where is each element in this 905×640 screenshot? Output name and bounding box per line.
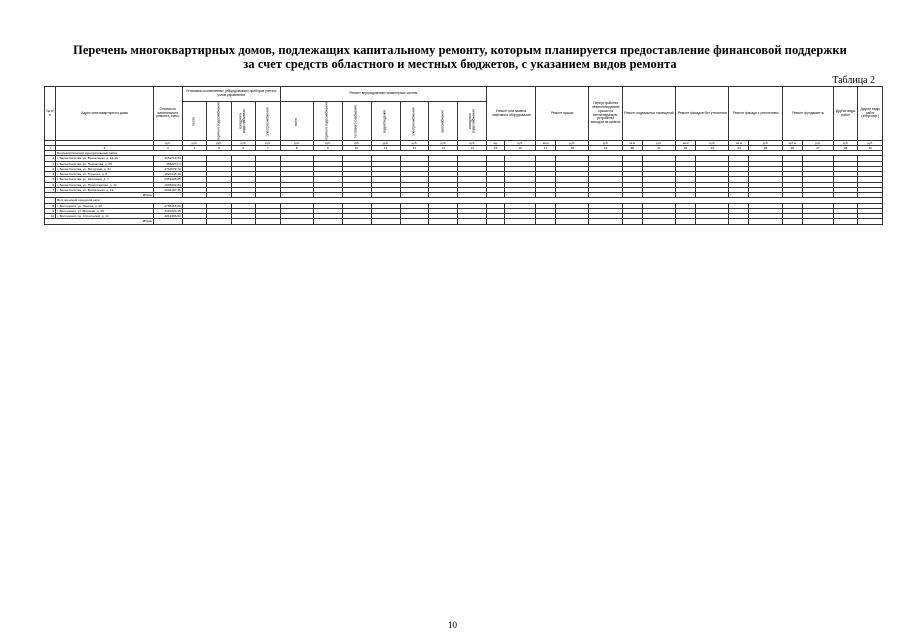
column-number-cell-7: 7 [256, 146, 280, 151]
unit-cell-6: руб. [231, 141, 255, 146]
column-number-cell-12: 12 [400, 146, 429, 151]
row-address: г. Белая Калитва, ул. Пролетарская, д. 12 [56, 182, 154, 187]
itog-value [622, 219, 642, 224]
itog-value [429, 219, 458, 224]
unit-cell-21: руб. [642, 141, 675, 146]
header-networks-group: Ремонт внутридомовых инженерных систем [280, 87, 487, 102]
unit-cell-23: руб. [696, 141, 729, 146]
column-number-cell-14: 14 [458, 146, 487, 151]
header-net-cold-water: холодного водоснабжения [458, 102, 487, 141]
header-meter-hot-water: горячего водоснабжения [207, 102, 231, 141]
header-meter-electric: электроснабжения [256, 102, 280, 141]
itog-value [182, 219, 206, 224]
header-basement: Ремонт подвальных помещений [622, 87, 675, 141]
row-address: г. Белая Калитва, ул. Мичурина, д. 31 [56, 166, 154, 171]
column-number-cell-15: 15 [487, 146, 505, 151]
itog-value [729, 219, 749, 224]
row-address: г. Волгодонск, ул. Ленина, д. 60 [56, 203, 154, 208]
row-address: г. Белая Калитва, ул. Вокзальная, д. 14-16 [56, 156, 154, 161]
unit-cell-7: руб. [256, 141, 280, 146]
itog-value [207, 219, 231, 224]
header-facade-warm: Ремонт фасада с утеплением [729, 87, 782, 141]
repair-table [44, 86, 883, 225]
unit-cell-28: руб. [833, 141, 857, 146]
unit-cell-17: кв.м [536, 141, 556, 146]
column-number-cell-4: 4 [182, 146, 206, 151]
row-value: 1820145,10 [153, 172, 182, 177]
unit-cell-5: руб. [207, 141, 231, 146]
unit-cell-26: куб.м [782, 141, 802, 146]
column-number-cell-28: 28 [833, 146, 857, 151]
row-value: 3252714,84 [153, 156, 182, 161]
table-label: Таблица 2 [832, 75, 875, 86]
unit-cell-8: руб. [280, 141, 313, 146]
unit-cell-22: кв.м [676, 141, 696, 146]
row-address: г. Белая Калитва, ул. Калинина, д. 7 [56, 177, 154, 182]
column-number-cell-1: 1 [45, 146, 56, 151]
row-number: 2 [45, 161, 56, 166]
row-value: 3566271,3 [153, 161, 182, 166]
header-net-drain: водоотведения [371, 102, 400, 141]
header-net-heat: теплового снабжения [342, 102, 371, 141]
header-other: Другие виды работ [833, 87, 857, 141]
section-name: Волгодонской городской округ [56, 198, 883, 203]
row-number: 6 [45, 182, 56, 187]
row-value: 4012398,62 [153, 214, 182, 219]
row-number: 10 [45, 214, 56, 219]
header-net-hot-water: горячего водоснабжения [313, 102, 342, 141]
column-number-cell-21: 21 [642, 146, 675, 151]
header-meter-cold-water: холодного водоснабжения [231, 102, 255, 141]
unit-cell-13: руб. [429, 141, 458, 146]
itog-value [696, 219, 729, 224]
itog-value [676, 219, 696, 224]
itog-row [45, 219, 883, 224]
table-body [45, 151, 883, 225]
unit-cell-11: руб. [371, 141, 400, 146]
column-number-cell-16: 16 [505, 146, 536, 151]
column-number-cell-5: 5 [207, 146, 231, 151]
unit-cell-4: руб. [182, 141, 206, 146]
column-number-cell-11: 11 [371, 146, 400, 151]
unit-cell-9: руб. [313, 141, 342, 146]
section-name: Белокалитвинский муниципальный район [56, 151, 883, 156]
itog-value [342, 219, 371, 224]
header-net-electric: электроснабжения [400, 102, 429, 141]
unit-cell-29: руб. [858, 141, 883, 146]
unit-cell-27: руб. [802, 141, 833, 146]
row-value: 2451908,35 [153, 177, 182, 182]
row-value: 3187620,45 [153, 208, 182, 213]
itog-value [505, 219, 536, 224]
itog-value [536, 219, 556, 224]
row-number: 1 [45, 156, 56, 161]
row-number: 5 [45, 177, 56, 182]
itog-value [256, 219, 280, 224]
column-number-cell-3: 3 [153, 146, 182, 151]
row-number: 7 [45, 187, 56, 192]
itog-value [400, 219, 429, 224]
header-foundation: Ремонт фундамента [782, 87, 833, 141]
column-number-cell-19: 19 [589, 146, 622, 151]
itog-value [589, 219, 622, 224]
row-number: 3 [45, 166, 56, 171]
itog-value [371, 219, 400, 224]
unit-cell-16: руб. [505, 141, 536, 146]
row-value: 4710079,72 [153, 166, 182, 171]
unit-cell-14: руб. [458, 141, 487, 146]
row-address: г. Белая Калитва, ул. Некрасова, д. 25 [56, 161, 154, 166]
column-number-cell-22: 22 [676, 146, 696, 151]
header-other-energy: Другие виды работ (энергоэф.) [858, 87, 883, 141]
row-number: 4 [45, 172, 56, 177]
itog-value [153, 219, 182, 224]
header-roof: Ремонт крыши [536, 87, 589, 141]
header-net-total: всего [280, 102, 313, 141]
header-total-cost: Стоимость капитального ремонта, всего [153, 87, 182, 141]
column-number-cell-9: 9 [313, 146, 342, 151]
row-value: 1935402,84 [153, 182, 182, 187]
column-number-cell-10: 10 [342, 146, 371, 151]
itog-value [487, 219, 505, 224]
column-number-cell-26: 26 [782, 146, 802, 151]
unit-cell-10: руб. [342, 141, 371, 146]
column-number-cell-27: 27 [802, 146, 833, 151]
itog-value [833, 219, 857, 224]
row-value: 2904187,56 [153, 187, 182, 192]
itog-value [642, 219, 675, 224]
row-number: 8 [45, 203, 56, 208]
itog-value [749, 219, 782, 224]
header-address: Адрес многоквартирного дома [56, 87, 154, 141]
row-address: г. Волгодонск, ул. Морская, д. 38 [56, 208, 154, 213]
itog-value [280, 219, 313, 224]
header-lift: Ремонт или замена лифтового оборудования [487, 87, 536, 141]
document-title-line-2: за счет средств областного и местных бюджетов, с указанием видов ремонта [243, 57, 677, 71]
column-number-cell-2: 2 [56, 146, 154, 151]
column-number-cell-29: 29 [858, 146, 883, 151]
unit-cell-3: руб. [153, 141, 182, 146]
column-number-cell-6: 6 [231, 146, 255, 151]
row-address: г. Белая Калитва, ул. Вокзальная, д. 19 [56, 187, 154, 192]
unit-cell-19: руб. [589, 141, 622, 146]
row-address: г. Белая Калитва, ул. Горького, д. 8 [56, 172, 154, 177]
row-address: г. Волгодонск, пр. Строителей, д. 14 [56, 214, 154, 219]
column-number-cell-17: 17 [536, 146, 556, 151]
itog-value [313, 219, 342, 224]
row-value: 2765418,20 [153, 203, 182, 208]
unit-cell-24: кв.м [729, 141, 749, 146]
unit-cell-25: руб. [749, 141, 782, 146]
header-net-gas: газоснабжения [429, 102, 458, 141]
header-no: № п/п [45, 87, 56, 141]
row-number: 9 [45, 208, 56, 213]
column-number-cell-24: 24 [729, 146, 749, 151]
itog-value [231, 219, 255, 224]
unit-cell-18: руб. [556, 141, 589, 146]
itog-label: Итого [45, 219, 154, 224]
itog-value [782, 219, 802, 224]
column-number-cell-8: 8 [280, 146, 313, 151]
column-number-cell-20: 20 [622, 146, 642, 151]
column-number-cell-25: 25 [749, 146, 782, 151]
header-meter-heat: тепло [182, 102, 206, 141]
header-facade: Ремонт фасадов без утепления [676, 87, 729, 141]
itog-value [556, 219, 589, 224]
column-number-cell-18: 18 [556, 146, 589, 151]
unit-cell-12: руб. [400, 141, 429, 146]
page-number: 10 [448, 620, 457, 630]
itog-value [858, 219, 883, 224]
header-roof-conversion: Переустройство невентилируемой крыши на вентилируемую, устройство выходов на кровлю [589, 87, 622, 141]
itog-label: Итого [45, 193, 154, 198]
column-number-cell-23: 23 [696, 146, 729, 151]
unit-cell-20: кв.м [622, 141, 642, 146]
unit-cell-15: ед. [487, 141, 505, 146]
header-meters-group: Установка коллективных (общедомовых) приборов учета и узлов управления [182, 87, 280, 102]
itog-value [802, 219, 833, 224]
column-number-cell-13: 13 [429, 146, 458, 151]
itog-value [458, 219, 487, 224]
document-title-line-1: Перечень многоквартирных домов, подлежащих капитальному ремонту, которым планируется предоставление финансовой поддержки [73, 43, 847, 57]
